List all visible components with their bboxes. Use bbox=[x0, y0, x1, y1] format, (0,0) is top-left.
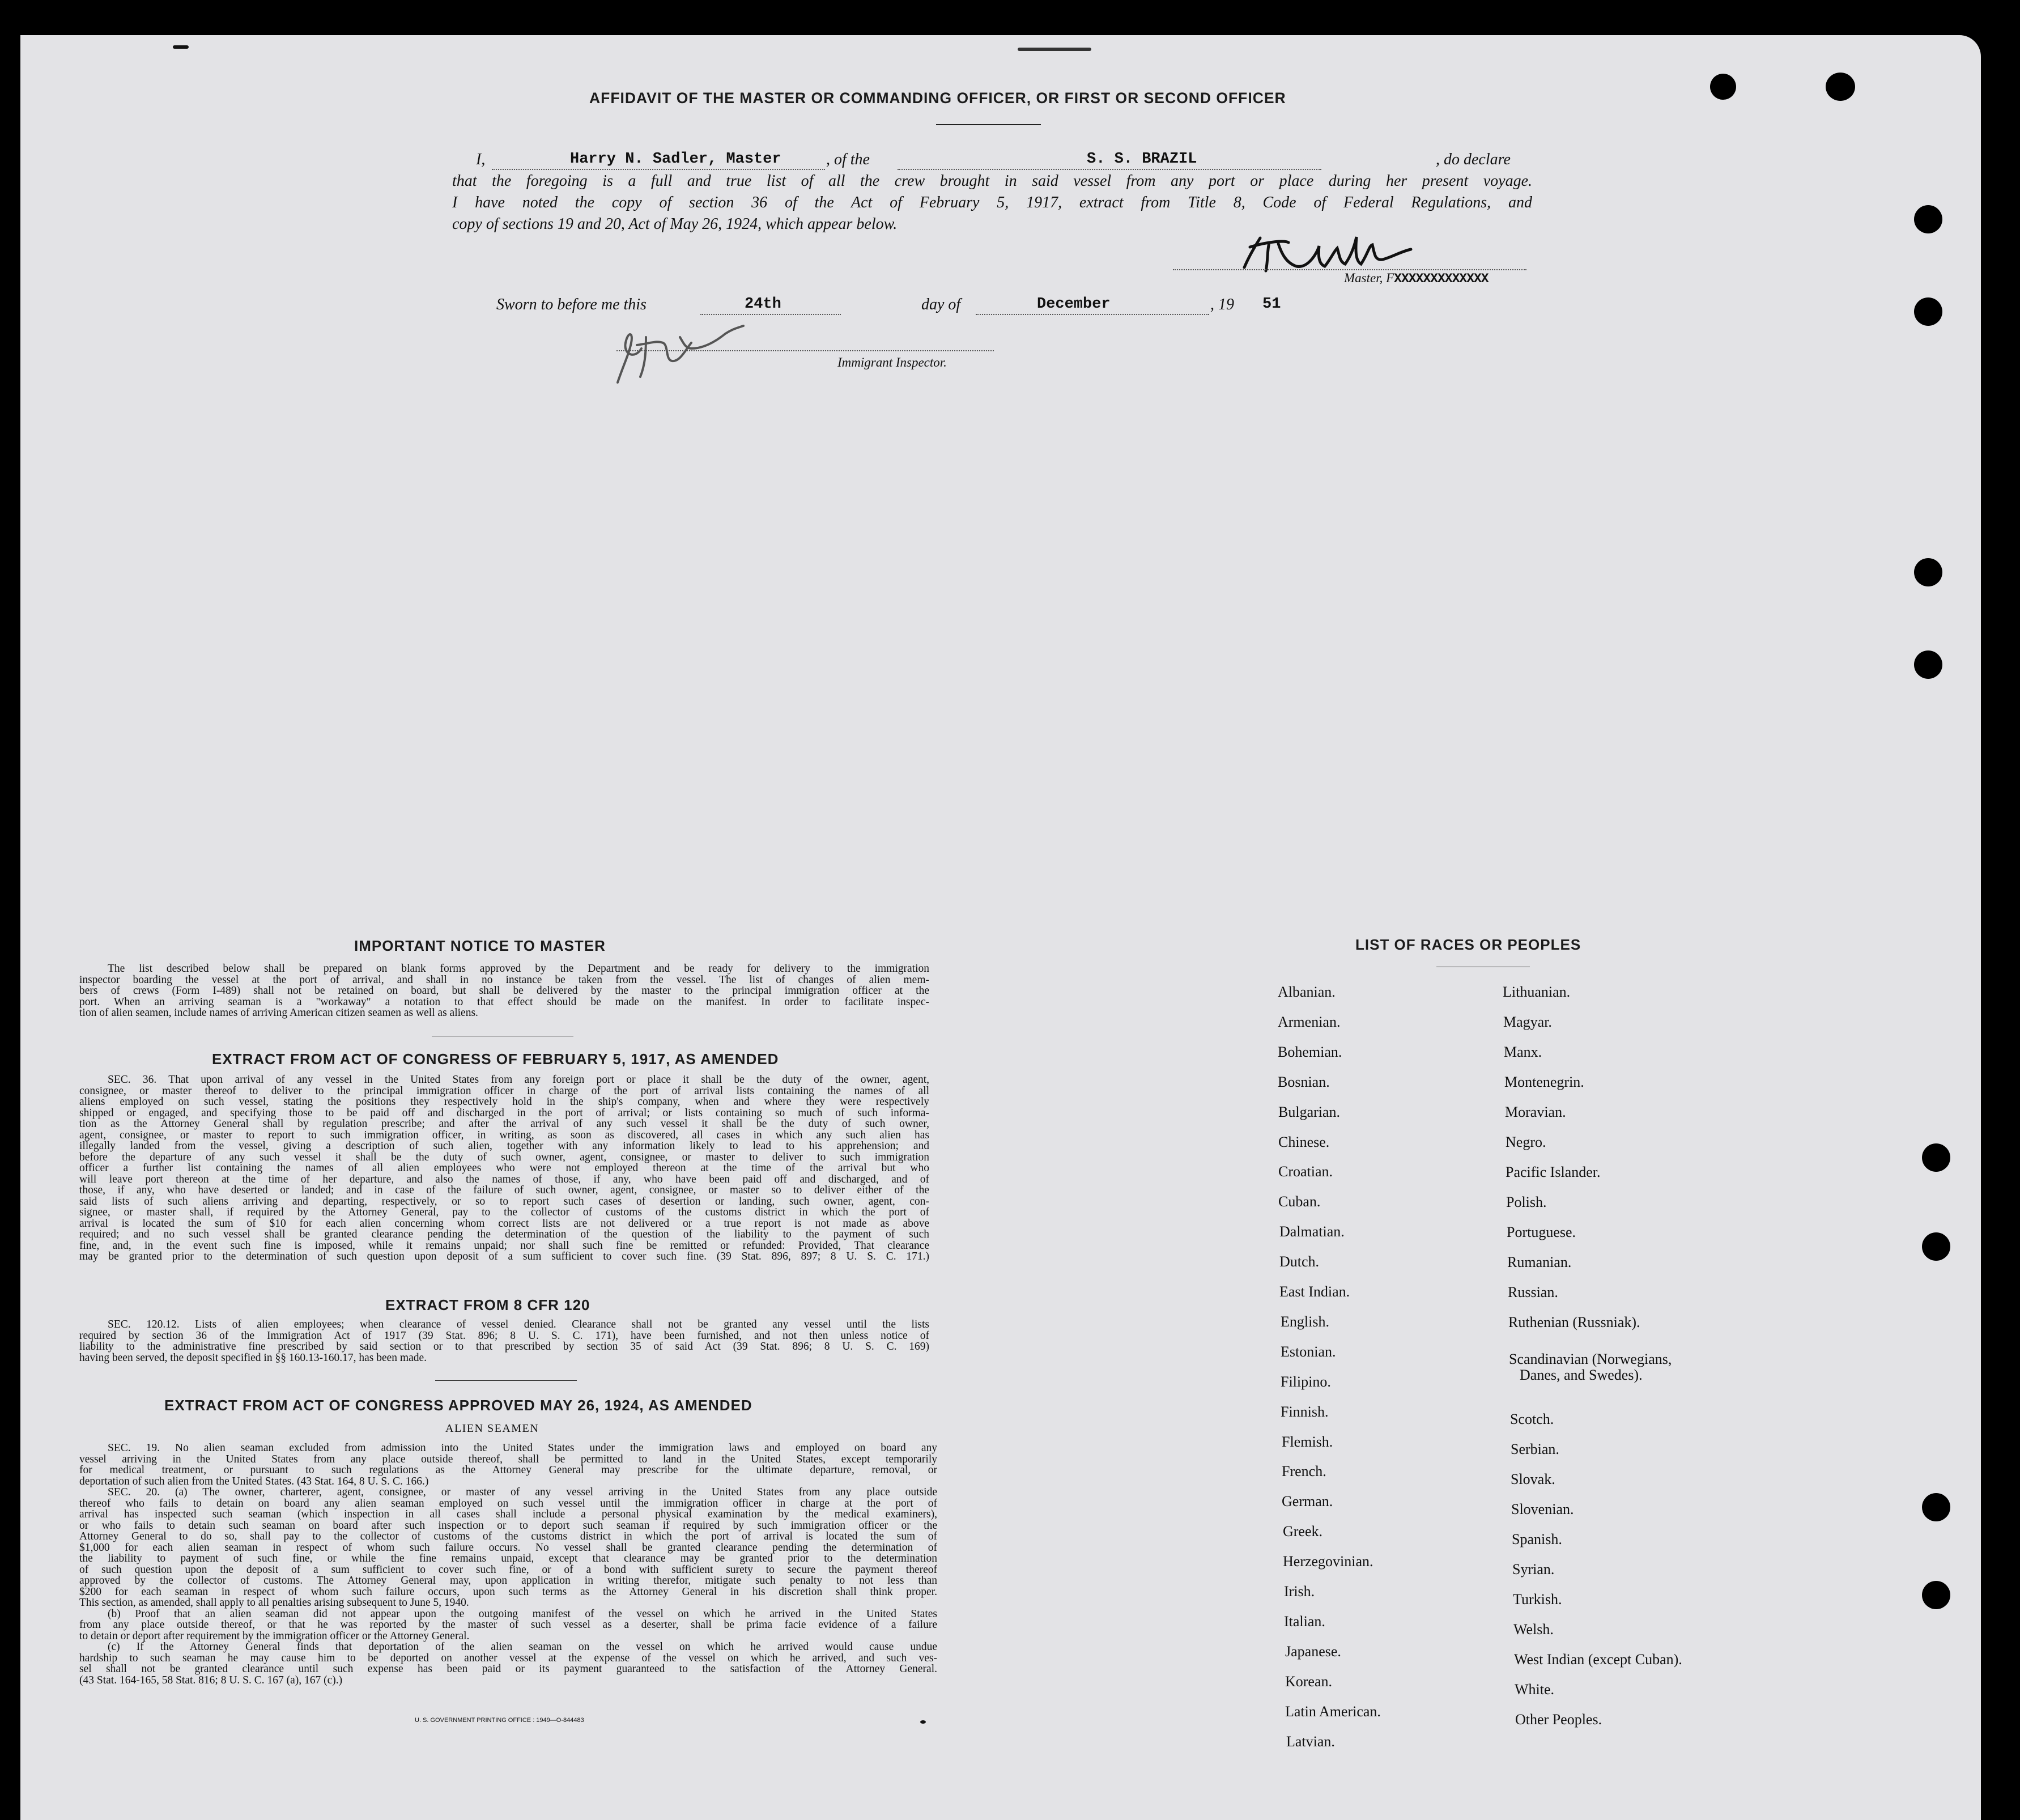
race-item: Portuguese. bbox=[1507, 1224, 1576, 1240]
binder-hole bbox=[1922, 1232, 1950, 1261]
statute-line: vessel arriving in the United States from any place outside thereof, shall be permitted to land in the United States, except temporarily bbox=[79, 1453, 937, 1465]
sworn-line bbox=[496, 296, 1301, 316]
statute-line: officer a further list containing the names of all alien employees who were not employed thereon at the time of the arrival but who bbox=[79, 1162, 929, 1174]
notice-line: tion of alien seamen, include names of arriving American citizen seamen as well as aliens. bbox=[79, 1007, 478, 1019]
race-item: Dalmatian. bbox=[1279, 1223, 1345, 1240]
sworn-label: Sworn to before me this bbox=[496, 296, 647, 313]
race-item: Polish. bbox=[1506, 1194, 1547, 1210]
statute-line: will leave port thereon at the time of her departure, and also the names of those, if any, who have been paid off and discharged, and of bbox=[79, 1173, 929, 1185]
race-item: Latvian. bbox=[1286, 1733, 1335, 1750]
statute-line: SEC. 20. (a) The owner, charterer, agent, consignee, or master of any vessel arriving in the United States from any place outside bbox=[108, 1486, 937, 1498]
race-item: Scotch. bbox=[1510, 1411, 1554, 1427]
race-item: Moravian. bbox=[1505, 1104, 1566, 1120]
notice-line: inspector boarding the vessel at the port of arrival, and shall in no instance be taken from the vessel. The list of changes of alien mem- bbox=[79, 973, 929, 986]
race-item: Albanian. bbox=[1278, 984, 1336, 1000]
binder-hole bbox=[1914, 205, 1942, 233]
notice-text bbox=[79, 963, 929, 1019]
statute-line: (43 Stat. 164-165, 58 Stat. 816; 8 U. S. C. 167 (a), 167 (c).) bbox=[79, 1674, 343, 1686]
binder-hole bbox=[1922, 1143, 1950, 1172]
master-signature-line bbox=[1173, 269, 1526, 270]
race-item: Syrian. bbox=[1512, 1561, 1555, 1577]
binder-hole bbox=[1922, 1581, 1950, 1609]
race-item: West Indian (except Cuban). bbox=[1514, 1651, 1682, 1668]
race-item: Croatian. bbox=[1278, 1163, 1333, 1180]
race-item: Herzegovinian. bbox=[1283, 1553, 1373, 1570]
inspector-signature bbox=[612, 320, 748, 388]
race-item: Turkish. bbox=[1513, 1591, 1562, 1608]
race-item: Russian. bbox=[1508, 1284, 1558, 1300]
race-item: White. bbox=[1515, 1681, 1555, 1698]
race-item: Danes, and Swedes). bbox=[1520, 1367, 1643, 1383]
race-item: Pacific Islander. bbox=[1506, 1164, 1601, 1180]
statute-line: (b) Proof that an alien seaman did not appear upon the outgoing manifest of the vessel on which he arrived in the United States bbox=[108, 1608, 937, 1620]
race-item: French. bbox=[1282, 1463, 1326, 1480]
race-item: Dutch. bbox=[1279, 1253, 1320, 1270]
alien-seamen-subtitle: ALIEN SEAMEN bbox=[445, 1422, 539, 1435]
master-label: Master, F bbox=[1344, 271, 1394, 285]
statute-line: required; and no such vessel shall be granted clearance pending the determination of the question of the liability to the payment of such bbox=[79, 1228, 929, 1240]
binder-hole bbox=[1914, 650, 1942, 679]
statute-line: the liability to payment of such fine, or while the fine remains unpaid, except that clearance may be granted prior to the determination bbox=[79, 1553, 937, 1564]
race-item: Japanese. bbox=[1285, 1643, 1341, 1660]
statute-line: Attorney General to do so, shall pay to the collector of customs of the customs district in which the port of arrival is located the sum of bbox=[79, 1530, 937, 1542]
declaration-line-4: copy of sections 19 and 20, Act of May 26, 1924, which appear below. bbox=[452, 215, 898, 233]
statute-line: (c) If the Attorney General finds that deportation of the alien seaman on the vessel on which he arrived would cause undue bbox=[108, 1641, 937, 1653]
race-item: Rumanian. bbox=[1507, 1254, 1572, 1270]
extract-1924-text bbox=[79, 1443, 937, 1686]
races-title: LIST OF RACES OR PEOPLES bbox=[1355, 936, 1581, 953]
statute-line: arrival is located the sum of $10 for each alien concerning whom correct lists are not delivered or a true report is not made as above bbox=[79, 1217, 929, 1230]
race-item: Serbian. bbox=[1511, 1441, 1559, 1457]
race-item: Bulgarian. bbox=[1278, 1103, 1341, 1120]
race-item: Finnish. bbox=[1281, 1403, 1329, 1420]
binder-hole bbox=[1914, 558, 1942, 586]
notice-line: port. When an arriving seaman is a "workaway" a notation to that effect should be made on the manifest. In order to facilitate inspec- bbox=[79, 996, 929, 1008]
statute-line: required by section 36 of the Immigration Act of 1917 (39 Stat. 896; 8 U. S. C. 171), have been furnished, and not then unless notice of bbox=[79, 1329, 929, 1342]
race-item: Irish. bbox=[1284, 1583, 1315, 1600]
binder-hole bbox=[1826, 73, 1855, 101]
race-item: Filipino. bbox=[1281, 1373, 1331, 1390]
race-item: Chinese. bbox=[1278, 1133, 1330, 1150]
race-item: Greek. bbox=[1283, 1523, 1323, 1540]
race-item: English. bbox=[1281, 1313, 1329, 1330]
statute-line: hardship to such seaman he may cause him to be deported on another vessel at the expense of the vessel on which he arrived, and such ves- bbox=[79, 1652, 937, 1664]
do-declare-label: , do declare bbox=[1436, 151, 1511, 168]
of-the-label: , of the bbox=[826, 151, 870, 168]
declaration-line-3: I have noted the copy of section 36 of the Act of February 5, 1917, extract from Title 8, Code of Federal Regulations, and bbox=[452, 194, 1532, 211]
statute-line: may be granted prior to the determination of such question upon deposit of a sum sufficient to cover such fine. (39 Stat. 896, 897; 8 U. S. C. 171.) bbox=[79, 1251, 929, 1262]
ink-speck bbox=[173, 45, 189, 49]
race-item: East Indian. bbox=[1279, 1283, 1350, 1300]
statute-line: approved by the collector of customs. The Attorney General may, upon application in writing therefor, mitigate such penalty to not less than bbox=[79, 1575, 937, 1587]
inspector-label: Immigrant Inspector. bbox=[837, 355, 947, 369]
statute-line: of such question upon the deposit of a sum sufficient to cover such fine, or of a bond with sufficient surety to secure the payment thereof bbox=[79, 1563, 937, 1576]
affidavit-title: AFFIDAVIT OF THE MASTER OR COMMANDING OFFICER, OR FIRST OR SECOND OFFICER bbox=[589, 90, 1286, 107]
race-item: Other Peoples. bbox=[1515, 1711, 1602, 1728]
statute-line: those, if any, who have deserted or landed; and in case of the failure of such owner, agent, consignee, or master so to deliver either of the bbox=[79, 1184, 929, 1196]
statute-line: consignee, or master thereof to deliver to the principal immigration officer in charge of the port of arrival lists containing the names of all bbox=[79, 1085, 929, 1097]
statute-line: shipped or engaged, and specifying those to be paid off and discharged in the port of arrival; or lists containing so much of such informa- bbox=[79, 1107, 929, 1119]
statute-line: from any place outside thereof, or that he was reported by the master of such vessel as a deserter, shall be prima facie evidence of a failure bbox=[79, 1619, 937, 1631]
statute-line: having been served, the deposit specified in §§ 160.13-160.17, has been made. bbox=[79, 1351, 427, 1364]
binder-hole bbox=[1922, 1493, 1950, 1521]
binder-hole bbox=[1710, 74, 1736, 100]
statute-line: $1,000 for each alien seaman in respect of whom such failure occurs. No vessel shall be granted clearance pending the determination of bbox=[79, 1541, 937, 1554]
race-item: German. bbox=[1282, 1493, 1333, 1510]
statute-line: fine, and, in the event such fine is imposed, while it remains unpaid; nor shall such fine be remitted or refunded: Provided, That clearance bbox=[79, 1239, 929, 1252]
declaration-line-1 bbox=[452, 151, 1532, 171]
ink-speck bbox=[920, 1720, 926, 1724]
statute-line: SEC. 36. That upon arrival of any vessel in the United States from any foreign port or place it shall be the duty of the owner, agent, bbox=[108, 1074, 929, 1086]
statute-line: SEC. 19. No alien seaman excluded from admission into the United States under the immigration laws and employed on board any bbox=[108, 1442, 937, 1454]
extract-1917-text bbox=[79, 1074, 929, 1262]
race-item: Montenegrin. bbox=[1504, 1074, 1584, 1090]
statute-line: SEC. 120.12. Lists of alien employees; when clearance of vessel denied. Clearance shall not be granted any vessel until the lists bbox=[108, 1319, 929, 1330]
master-title-label bbox=[1344, 271, 1489, 286]
statute-line: deportation of such alien from the United States. (43 Stat. 164, 8 U. S. C. 166.) bbox=[79, 1475, 429, 1487]
day-of-label: day of bbox=[921, 296, 961, 313]
race-item: Flemish. bbox=[1282, 1433, 1333, 1450]
statute-line: to detain or deport after requirement by the immigration officer or the Attorney General. bbox=[79, 1630, 470, 1642]
race-item: Italian. bbox=[1284, 1613, 1325, 1630]
ink-speck bbox=[1018, 48, 1091, 51]
statute-line: aliens employed on such vessel, stating the positions they respectively hold in the ship's company, when and where they were respectively bbox=[79, 1096, 929, 1108]
race-item: Armenian. bbox=[1278, 1013, 1341, 1030]
race-item: Cuban. bbox=[1278, 1193, 1321, 1210]
statute-line: $200 for each seaman in respect of whom such failure occurs, upon such terms as the Attorney General in his discretion shall think proper. bbox=[79, 1585, 937, 1598]
statute-line: illegally landed from the vessel, giving a description of such alien, together with any information likely to lead to his apprehension; and bbox=[79, 1140, 929, 1152]
race-item: Lithuanian. bbox=[1503, 984, 1571, 1000]
title-rule bbox=[936, 124, 1041, 125]
sworn-day: 24th bbox=[745, 296, 781, 313]
race-item: Manx. bbox=[1504, 1044, 1542, 1060]
officer-name: Harry N. Sadler, Master bbox=[570, 151, 781, 168]
race-item: Slovenian. bbox=[1511, 1501, 1574, 1517]
section-rule bbox=[435, 1380, 577, 1381]
year-prefix: , 19 bbox=[1210, 296, 1234, 313]
race-item: Negro. bbox=[1506, 1134, 1546, 1150]
statute-line: said lists of such aliens arriving and departing, respectively, or so to report such cases of desertion or landing, such owner, agent, con- bbox=[79, 1195, 929, 1207]
notice-title: IMPORTANT NOTICE TO MASTER bbox=[354, 937, 606, 954]
statute-line: agent, consignee, or master to report to such immigration officer, in writing, as soon as discovered, all cases in which any such alien has bbox=[79, 1129, 929, 1141]
race-item: Welsh. bbox=[1513, 1621, 1554, 1638]
race-item: Scandinavian (Norwegians, bbox=[1509, 1351, 1672, 1367]
statute-line: This section, as amended, shall apply to all penalties arising subsequent to June 5, 1940. bbox=[79, 1597, 469, 1609]
race-item: Bohemian. bbox=[1278, 1043, 1342, 1060]
race-item: Ruthenian (Russniak). bbox=[1508, 1314, 1640, 1330]
race-item: Slovak. bbox=[1511, 1471, 1555, 1487]
race-item: Spanish. bbox=[1512, 1531, 1562, 1547]
extract-1917-title: EXTRACT FROM ACT OF CONGRESS OF FEBRUARY 5, 1917, AS AMENDED bbox=[212, 1051, 779, 1068]
i-label: I, bbox=[476, 151, 486, 168]
extract-cfr-title: EXTRACT FROM 8 CFR 120 bbox=[385, 1296, 590, 1313]
statute-line: before the departure of any such vessel it shall be the duty of such owner, agent, consignee, or master to deliver to such immigration bbox=[79, 1151, 929, 1163]
sworn-month: December bbox=[1037, 296, 1111, 313]
race-item: Magyar. bbox=[1503, 1014, 1552, 1030]
declaration-line-2: that the foregoing is a full and true list of all the crew brought in said vessel from any port or place during her present voyage. bbox=[452, 172, 1532, 190]
inspector-signature-line bbox=[616, 350, 994, 351]
printing-office-line: U. S. GOVERNMENT PRINTING OFFICE : 1949—O-844483 bbox=[415, 1717, 584, 1724]
master-title-struck: XXXXXXXXXXXXX bbox=[1394, 271, 1489, 286]
notice-line: bers of crews (Form I-489) shall not be retained on board, but shall be delivered by the master to the principal immigration officer at the bbox=[79, 985, 929, 997]
statute-line: liability to the administrative fine prescribed by said section or to that prescribed by section 35 of said Act (39 Stat. 896; 8 U. S. C. 169) bbox=[79, 1341, 929, 1353]
race-item: Bosnian. bbox=[1278, 1073, 1330, 1090]
statute-line: signee, or master shall, if required by the Attorney General, pay to the collector of customs of the customs district in which the port of bbox=[79, 1206, 929, 1218]
race-item: Estonian. bbox=[1281, 1343, 1336, 1360]
statute-line: for medical treatment, or pursuant to such regulations as the Attorney General may prescribe for the ultimate departure, removal, or bbox=[79, 1464, 937, 1476]
notice-line: The list described below shall be prepared on blank forms approved by the Department and be ready for delivery to the immigration bbox=[108, 963, 929, 975]
sworn-year: 51 bbox=[1262, 296, 1281, 313]
extract-cfr-text bbox=[79, 1319, 929, 1363]
statute-line: thereof who fails to detain on board any alien seaman employed on such vessel until the immigration officer in charge at the port of bbox=[79, 1497, 937, 1509]
race-item: Latin American. bbox=[1285, 1703, 1381, 1720]
statute-line: arrival has inspected such seaman (which inspection in all cases shall include a personal physical examination by the medical examiners), bbox=[79, 1508, 937, 1520]
statute-line: sel shall not be granted clearance until such expense has been paid or its payment guaranteed to the satisfaction of the Attorney General. bbox=[79, 1663, 937, 1675]
race-item: Korean. bbox=[1285, 1673, 1333, 1690]
binder-hole bbox=[1914, 297, 1942, 326]
statute-line: or who fails to detain such seaman on board after such inspection or to deport such seaman if required by such immigration officer or the bbox=[79, 1519, 937, 1532]
vessel-name: S. S. BRAZIL bbox=[1087, 151, 1197, 168]
extract-1924-title: EXTRACT FROM ACT OF CONGRESS APPROVED MAY 26, 1924, AS AMENDED bbox=[164, 1397, 752, 1414]
statute-line: tion as the Attorney General shall by regulation prescribe; and after the arrival of any such vessel it shall be the duty of such owner, bbox=[79, 1118, 929, 1130]
